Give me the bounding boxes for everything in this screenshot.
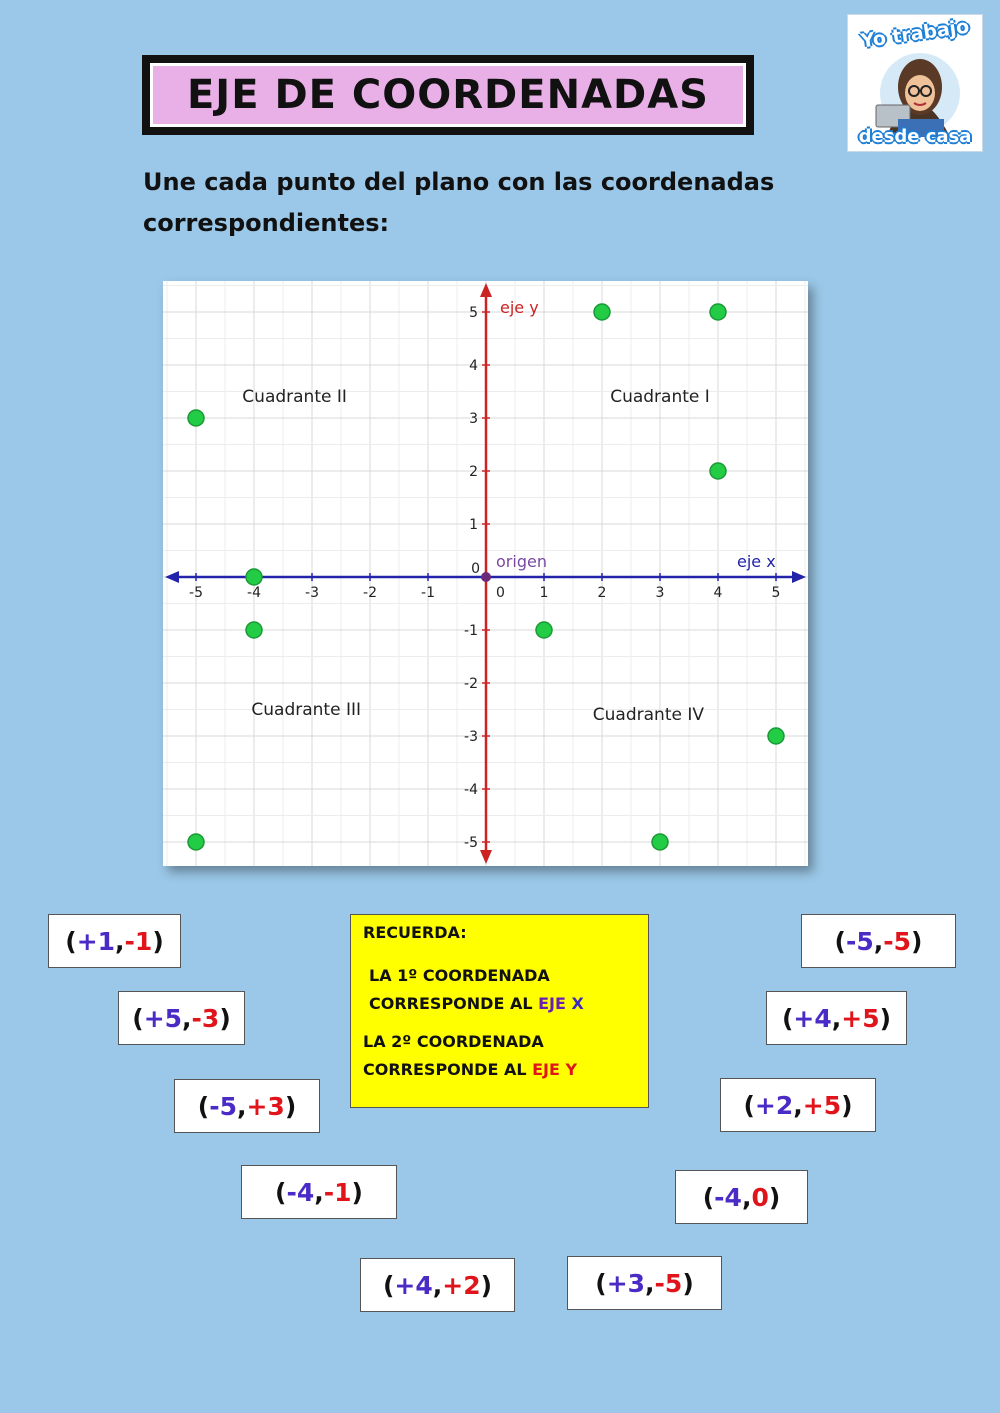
plot-point xyxy=(246,622,262,638)
x-axis-arrow-right xyxy=(792,571,806,583)
y-tick-label: 4 xyxy=(469,358,478,374)
reminder-box xyxy=(350,914,649,1108)
plot-point xyxy=(188,410,204,426)
plot-point xyxy=(710,304,726,320)
plot-point xyxy=(652,834,668,850)
x-tick-label: -4 xyxy=(247,585,261,601)
quadrant-label: Cuadrante II xyxy=(242,387,347,408)
logo xyxy=(847,14,983,152)
coordinate-card-4[interactable]: ( -4 , -1 ) xyxy=(241,1165,397,1219)
instruction-text: Une cada punto del plano con las coordenadas correspondientes: xyxy=(143,168,775,237)
y-tick-label: 2 xyxy=(469,464,478,480)
coordinate-card-3[interactable]: ( -5 , +3 ) xyxy=(174,1079,320,1133)
quadrant-label: Cuadrante III xyxy=(251,699,362,720)
y-tick-label: -4 xyxy=(464,782,478,798)
title-banner xyxy=(142,55,754,135)
coordinate-plane xyxy=(163,281,808,866)
logo-text-top: Yo trabajo xyxy=(859,15,971,53)
title-banner-inner xyxy=(150,63,746,127)
x-tick-label: 2 xyxy=(597,585,607,601)
page-title: EJE DE COORDENADAS xyxy=(186,72,709,118)
coordinate-plane-svg xyxy=(163,281,808,866)
plot-point xyxy=(594,304,610,320)
reminder-line-1: LA 1º COORDENADA CORRESPONDE AL EJE X xyxy=(369,966,584,1013)
coordinate-card-9[interactable]: ( +4 , +5 ) xyxy=(766,991,907,1045)
logo-text-bottom: desde casa xyxy=(858,126,972,147)
x-tick-label: -1 xyxy=(421,585,435,601)
plot-point xyxy=(768,728,784,744)
quadrant-label: Cuadrante I xyxy=(610,387,710,408)
coordinate-card-1[interactable]: ( +1 , -1 ) xyxy=(48,914,181,968)
coordinate-card-8[interactable]: ( +2 , +5 ) xyxy=(720,1078,876,1132)
y-tick-label: 3 xyxy=(469,411,478,427)
x-tick-label: 1 xyxy=(539,585,549,601)
origin-label: origen xyxy=(496,552,547,571)
y-tick-label: -2 xyxy=(464,676,478,692)
y-tick-label: -3 xyxy=(464,729,478,745)
x-tick-label: -2 xyxy=(363,585,377,601)
y-tick-label: 1 xyxy=(469,517,478,533)
y-tick-label: -5 xyxy=(464,835,478,851)
plot-point xyxy=(246,569,262,585)
x-tick-label: 0 xyxy=(496,585,505,601)
y-tick-label: 5 xyxy=(469,305,478,321)
plot-point xyxy=(536,622,552,638)
x-tick-label: 0 xyxy=(471,561,480,577)
x-tick-label: -5 xyxy=(189,585,203,601)
coordinate-card-6[interactable]: ( +3 , -5 ) xyxy=(567,1256,722,1310)
y-tick-label: -1 xyxy=(464,623,478,639)
y-axis-arrow-bottom xyxy=(480,850,492,864)
y-axis-label: eje y xyxy=(500,298,539,317)
origin-point xyxy=(481,572,491,582)
reminder-heading: RECUERDA: xyxy=(363,923,467,942)
plot-point xyxy=(710,463,726,479)
coordinate-card-5[interactable]: ( +4 , +2 ) xyxy=(360,1258,515,1312)
reminder-line-2: LA 2º COORDENADA CORRESPONDE AL EJE Y xyxy=(363,1032,578,1079)
x-tick-label: 4 xyxy=(713,585,723,601)
x-tick-label: 3 xyxy=(655,585,665,601)
x-tick-label: -3 xyxy=(305,585,319,601)
quadrant-label: Cuadrante IV xyxy=(592,705,705,726)
x-axis-label: eje x xyxy=(737,552,776,571)
x-tick-label: 5 xyxy=(771,585,781,601)
coordinate-card-2[interactable]: ( +5 , -3 ) xyxy=(118,991,245,1045)
coordinate-card-7[interactable]: ( -4 , 0 ) xyxy=(675,1170,808,1224)
plot-point xyxy=(188,834,204,850)
coordinate-card-10[interactable]: ( -5 , -5 ) xyxy=(801,914,956,968)
